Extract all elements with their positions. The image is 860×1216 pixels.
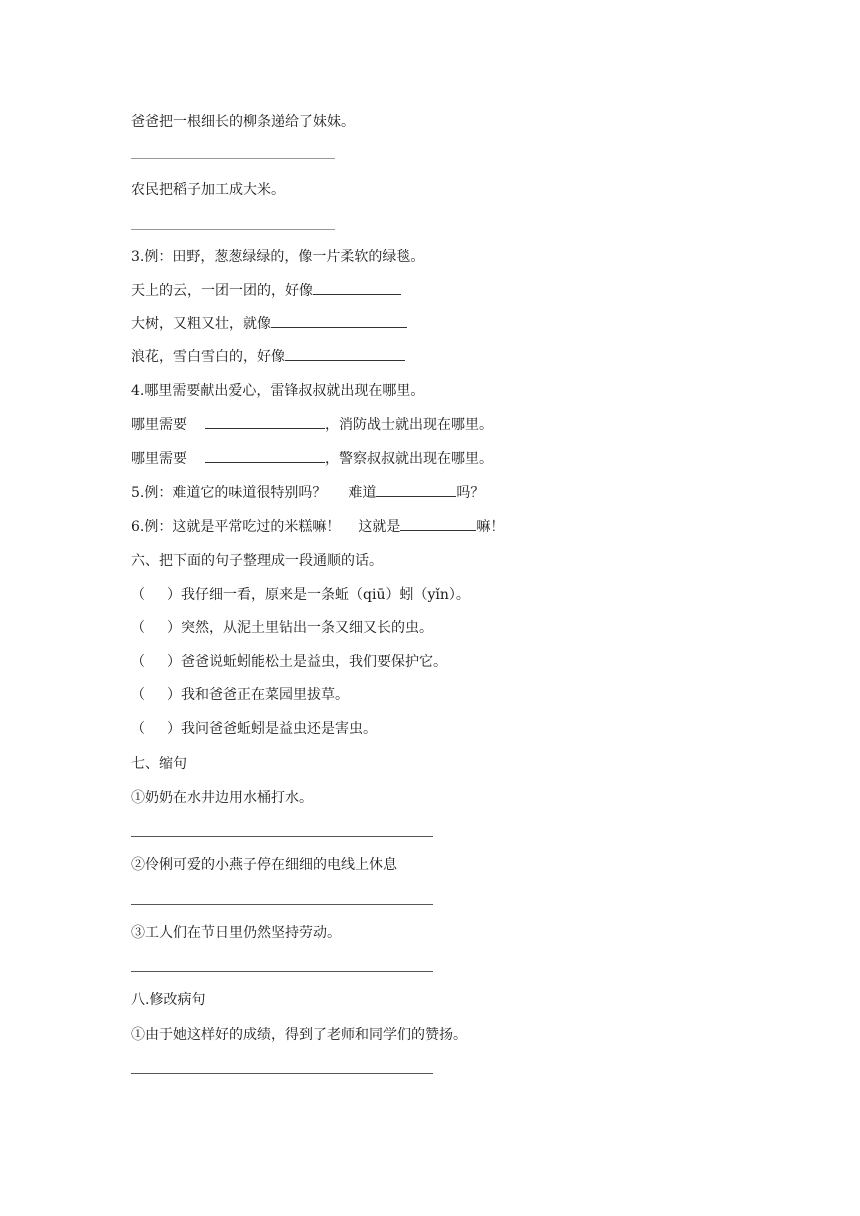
prompt-text: 哪里需要 xyxy=(131,451,187,467)
sentence-text: 农民把稻子加工成大米。 xyxy=(131,182,285,198)
prompt-text: 哪里需要 xyxy=(131,417,187,433)
q3-example: 3.例：田野，葱葱绿绿的，像一片柔软的绿毯。 xyxy=(131,249,425,265)
paren-open: （ xyxy=(131,687,145,703)
section-title: 七、缩句 xyxy=(131,756,187,772)
paren-open: （ xyxy=(131,620,145,636)
order-text: 我和爸爸正在菜园里拔草。 xyxy=(181,687,349,703)
answer-line[interactable] xyxy=(131,229,335,230)
paren-close: ） xyxy=(167,620,181,636)
sentence-text: ②伶俐可爱的小燕子停在细细的电线上休息 xyxy=(131,857,397,873)
order-item xyxy=(131,685,349,705)
answer-line[interactable] xyxy=(131,836,433,837)
q3-item xyxy=(131,314,407,334)
prompt-text: ，消防战士就出现在哪里。 xyxy=(325,417,493,433)
section-title: 八.修改病句 xyxy=(131,992,206,1008)
fill-blank[interactable] xyxy=(400,517,476,531)
q4-example: 4.哪里需要献出爱心，雷锋叔叔就出现在哪里。 xyxy=(131,383,425,399)
sentence-text: ①奶奶在水井边用水桶打水。 xyxy=(131,790,313,806)
order-text: 突然，从泥土里钻出一条又细又长的虫。 xyxy=(181,620,433,636)
section-title: 六、把下面的句子整理成一段通顺的话。 xyxy=(131,553,383,569)
fill-blank[interactable] xyxy=(313,281,401,295)
prompt-text: 天上的云，一团一团的，好像 xyxy=(131,283,313,299)
paren-close: ） xyxy=(167,587,181,603)
fill-blank[interactable] xyxy=(271,314,407,328)
example-text: 5.例：难道它的味道很特别吗？ xyxy=(131,485,327,501)
fill-blank[interactable] xyxy=(205,415,325,429)
paren-open: （ xyxy=(131,587,145,603)
answer-line[interactable] xyxy=(131,158,335,159)
paren-close: ） xyxy=(167,687,181,703)
order-text: 爸爸说蚯蚓能松土是益虫，我们要保护它。 xyxy=(181,654,447,670)
paren-open: （ xyxy=(131,721,145,737)
prompt-text: ，警察叔叔就出现在哪里。 xyxy=(325,451,493,467)
fill-blank[interactable] xyxy=(376,483,456,497)
sentence-text: ③工人们在节日里仍然坚持劳动。 xyxy=(131,925,341,941)
order-item xyxy=(131,585,470,605)
sentence-text: ①由于她这样好的成绩，得到了老师和同学们的赞扬。 xyxy=(131,1027,467,1043)
order-text: 我问爸爸蚯蚓是益虫还是害虫。 xyxy=(181,721,377,737)
paren-close: ） xyxy=(167,654,181,670)
prompt-text: 嘛！ xyxy=(476,519,505,535)
order-item xyxy=(131,618,433,638)
example-text: 6.例：这就是平常吃过的米糕嘛！ xyxy=(131,519,341,535)
prompt-text: 大树，又粗又壮，就像 xyxy=(131,316,271,332)
answer-line[interactable] xyxy=(131,1073,433,1074)
answer-line[interactable] xyxy=(131,971,433,972)
order-item xyxy=(131,652,447,672)
q3-item xyxy=(131,347,405,367)
q5-item xyxy=(131,483,484,503)
order-item xyxy=(131,719,377,739)
paren-open: （ xyxy=(131,654,145,670)
prompt-text: 这就是 xyxy=(358,519,401,535)
answer-line[interactable] xyxy=(131,904,433,905)
sentence-text: 爸爸把一根细长的柳条递给了妹妹。 xyxy=(131,114,355,130)
fill-blank[interactable] xyxy=(285,347,405,361)
q4-item xyxy=(131,449,493,469)
prompt-text: 难道 xyxy=(348,485,377,501)
paren-close: ） xyxy=(167,721,181,737)
q6-item xyxy=(131,517,504,537)
fill-blank[interactable] xyxy=(205,449,325,463)
prompt-text: 浪花，雪白雪白的，好像 xyxy=(131,349,285,365)
q3-item xyxy=(131,281,401,301)
q4-item xyxy=(131,415,493,435)
order-text: 我仔细一看，原来是一条蚯（qiū）蚓（yǐn）。 xyxy=(181,587,470,603)
prompt-text: 吗？ xyxy=(456,485,485,501)
